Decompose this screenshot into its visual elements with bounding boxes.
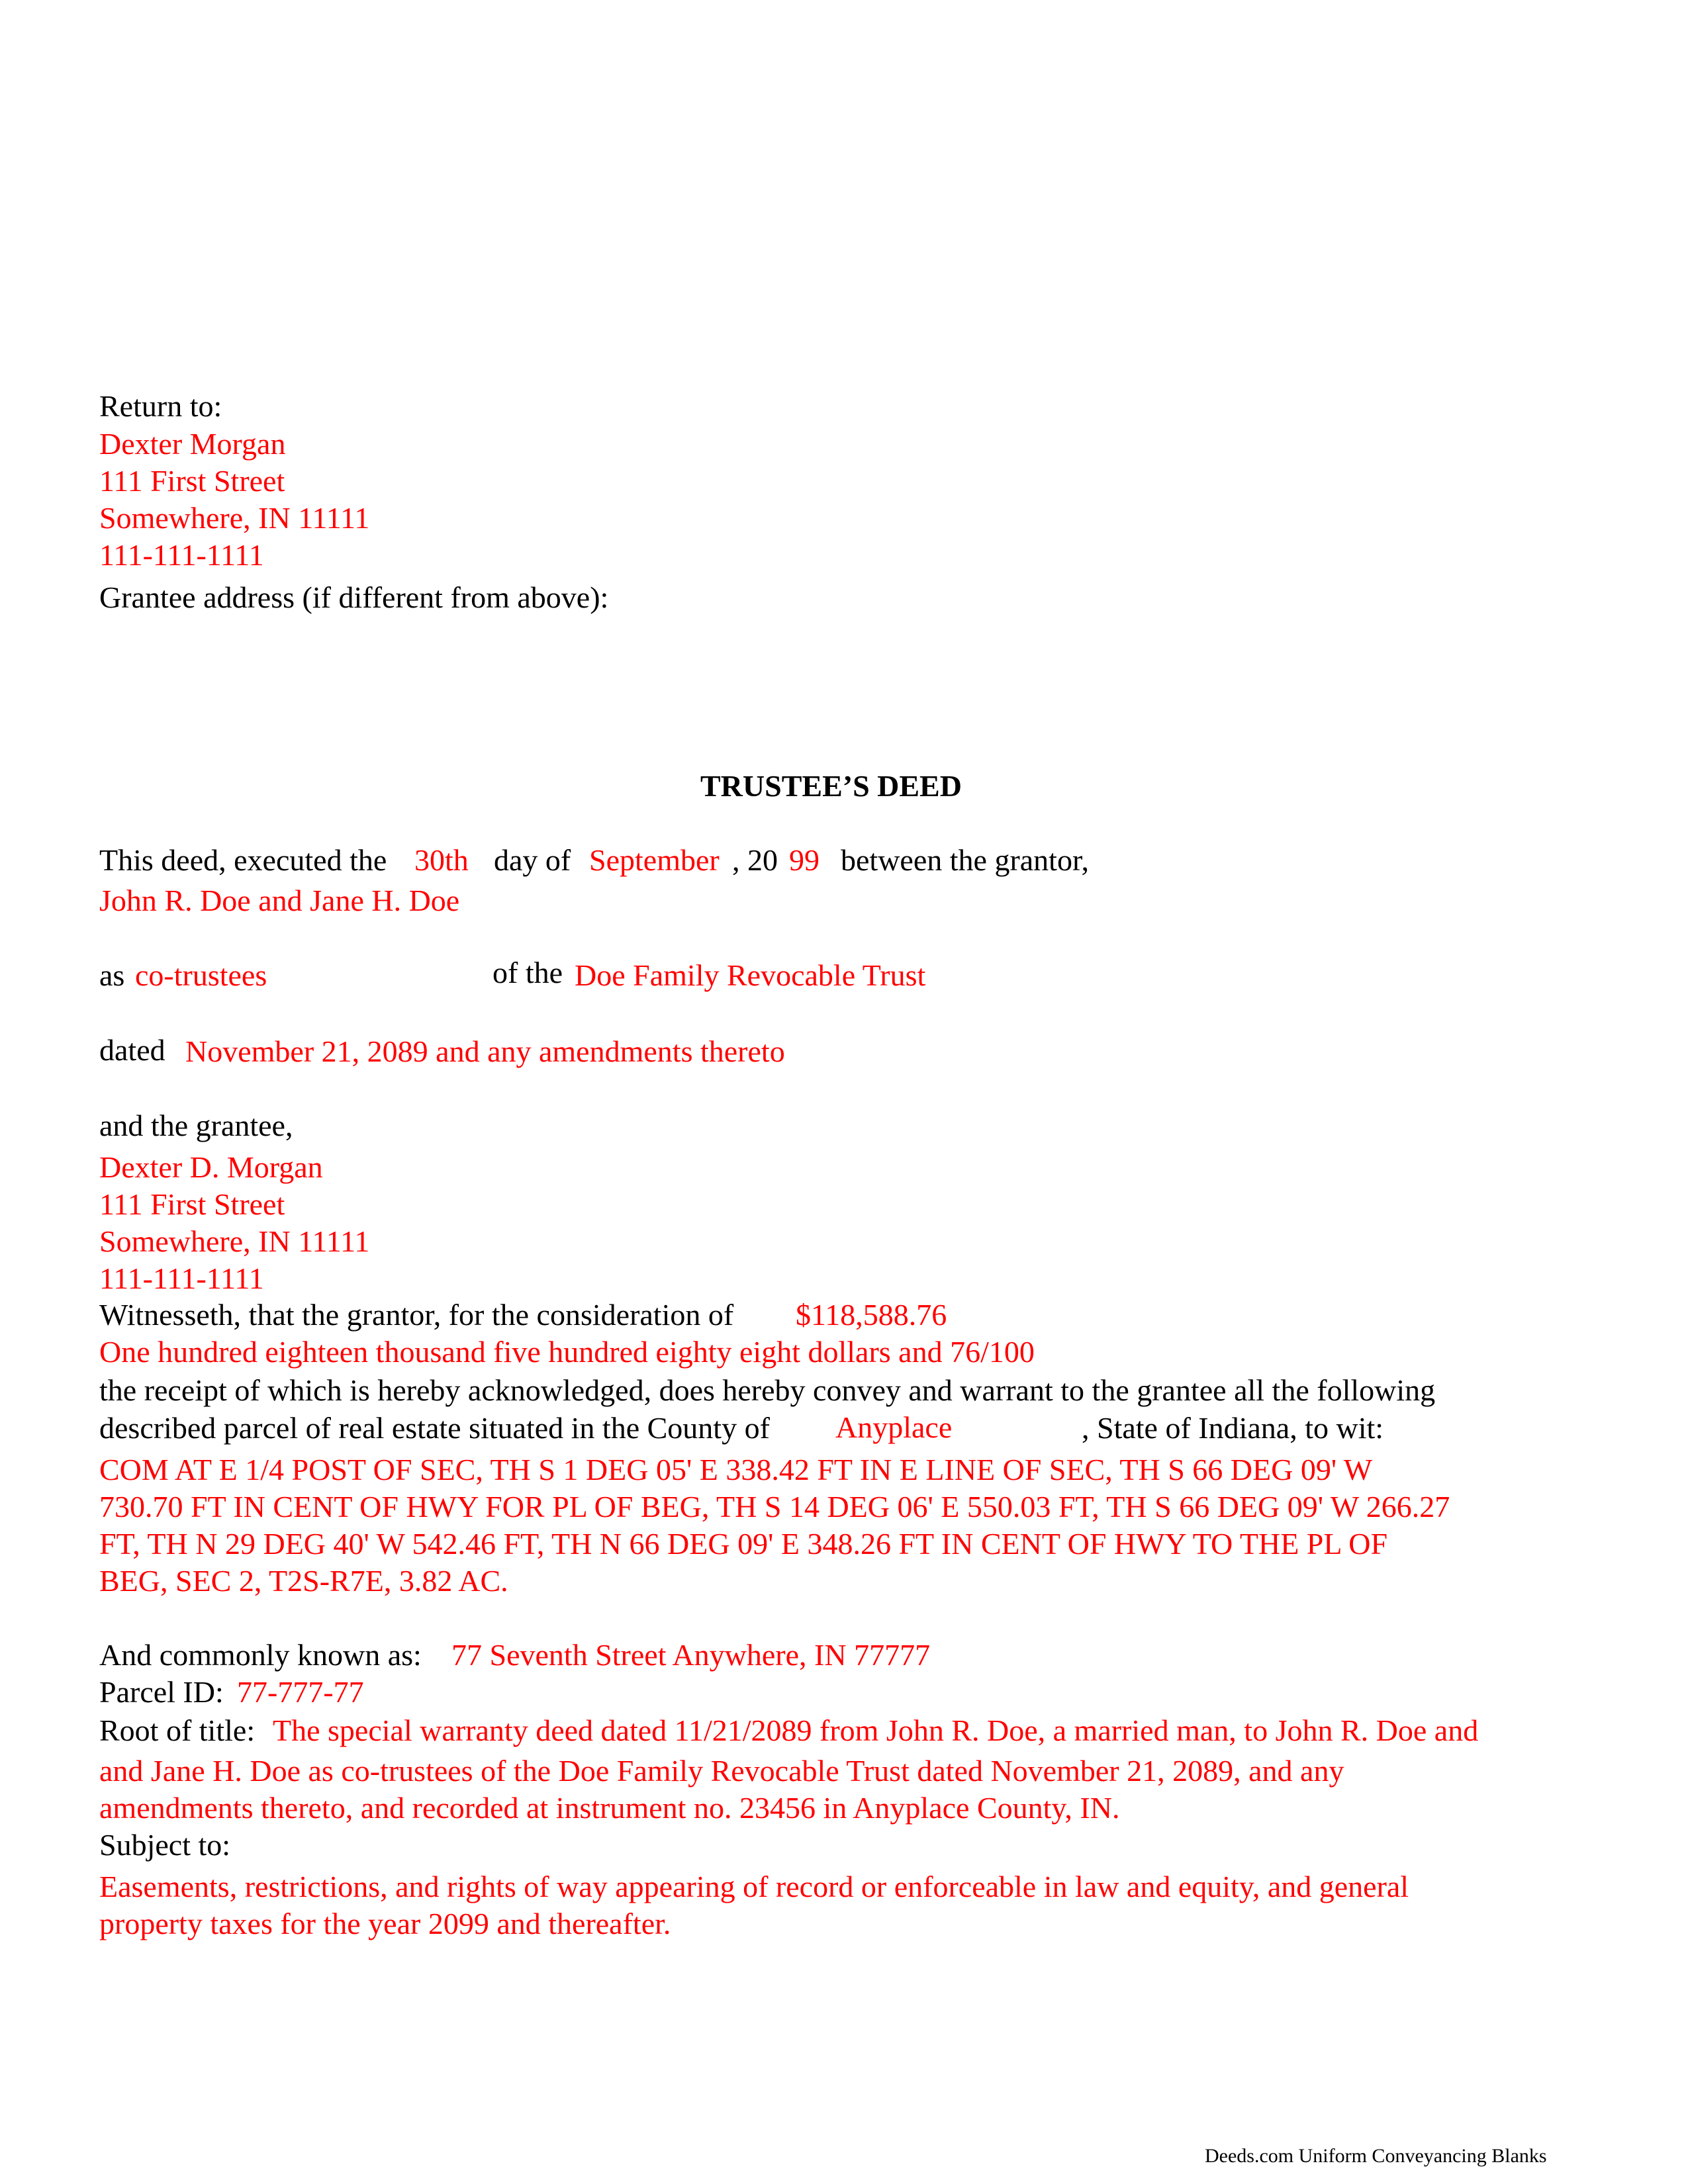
execution-day-of: day of — [494, 843, 571, 877]
subject-to-line: Easements, restrictions, and rights of way appearing of record or enforceable in law and equity, and general — [99, 1870, 1409, 1903]
grantor-names: John R. Doe and Jane H. Doe — [99, 884, 460, 917]
parcel-prefix: described parcel of real estate situated in the County of — [99, 1411, 770, 1445]
known-as-address: 77 Seventh Street Anywhere, IN 77777 — [451, 1638, 931, 1672]
grantee-phone: 111-111-1111 — [99, 1261, 264, 1295]
return-to-label: Return to: — [99, 389, 222, 423]
grantee-city: Somewhere, IN 11111 — [99, 1224, 370, 1258]
execution-prefix: This deed, executed the — [99, 843, 387, 877]
legal-description-line: BEG, SEC 2, T2S-R7E, 3.82 AC. — [99, 1564, 508, 1598]
parcel-id: 77-777-77 — [237, 1675, 364, 1709]
document-title: TRUSTEE’S DEED — [700, 769, 962, 803]
grantor-of-the-label: of the — [492, 956, 563, 989]
root-of-title-line: amendments thereto, and recorded at instrument no. 23456 in Anyplace County, IN. — [99, 1791, 1120, 1825]
trust-dated-label: dated — [99, 1033, 165, 1067]
grantee-label: and the grantee, — [99, 1109, 293, 1142]
return-to-city: Somewhere, IN 11111 — [99, 501, 370, 535]
grantor-capacity: co-trustees — [135, 958, 267, 992]
trust-date: November 21, 2089 and any amendments thereto — [185, 1034, 785, 1068]
consideration-amount: $118,588.76 — [796, 1298, 947, 1332]
known-as-label: And commonly known as: — [99, 1638, 422, 1672]
parcel-id-label: Parcel ID: — [99, 1675, 224, 1709]
grantee-address-label: Grantee address (if different from above): — [99, 580, 609, 614]
legal-description-line: 730.70 FT IN CENT OF HWY FOR PL OF BEG, TH S 14 DEG 06' E 550.03 FT, TH S 66 DEG 09' W 266.27 — [99, 1490, 1450, 1524]
execution-day: 30th — [414, 843, 469, 877]
root-of-title-label: Root of title: — [99, 1713, 256, 1747]
parcel-suffix: , State of Indiana, to wit: — [1082, 1411, 1384, 1445]
return-to-name: Dexter Morgan — [99, 427, 286, 461]
county-name: Anyplace — [835, 1410, 953, 1444]
execution-month: September — [589, 843, 720, 877]
grantee-name: Dexter D. Morgan — [99, 1150, 323, 1184]
footer-credit: Deeds.com Uniform Conveyancing Blanks — [1205, 2145, 1547, 2167]
subject-to-line: property taxes for the year 2099 and thereafter. — [99, 1907, 671, 1940]
trust-name: Doe Family Revocable Trust — [575, 958, 926, 992]
execution-between: between the grantor, — [841, 843, 1089, 877]
root-of-title-line: The special warranty deed dated 11/21/2089 from John R. Doe, a married man, to John R. Doe and — [273, 1713, 1479, 1747]
legal-description-line: COM AT E 1/4 POST OF SEC, TH S 1 DEG 05' E 338.42 FT IN E LINE OF SEC, TH S 66 DEG 09' W — [99, 1453, 1373, 1486]
root-of-title-line: and Jane H. Doe as co-trustees of the Doe Family Revocable Trust dated November 21, 2089, and any — [99, 1754, 1344, 1788]
return-to-street: 111 First Street — [99, 464, 285, 498]
legal-description-line: FT, TH N 29 DEG 40' W 542.46 FT, TH N 66 DEG 09' E 348.26 FT IN CENT OF HWY TO THE PL OF — [99, 1527, 1388, 1561]
execution-year-suffix: 99 — [789, 843, 820, 877]
subject-to-label: Subject to: — [99, 1828, 231, 1862]
grantor-as-label: as — [99, 958, 125, 992]
grantee-street: 111 First Street — [99, 1187, 285, 1221]
receipt-line: the receipt of which is hereby acknowledged, does hereby convey and warrant to the grantee all the following — [99, 1373, 1436, 1407]
execution-year-prefix: , 20 — [732, 843, 778, 877]
consideration-prefix: Witnesseth, that the grantor, for the consideration of — [99, 1298, 734, 1332]
consideration-amount-words: One hundred eighteen thousand five hundred eighty eight dollars and 76/100 — [99, 1335, 1035, 1369]
return-to-phone: 111-111-1111 — [99, 538, 264, 572]
